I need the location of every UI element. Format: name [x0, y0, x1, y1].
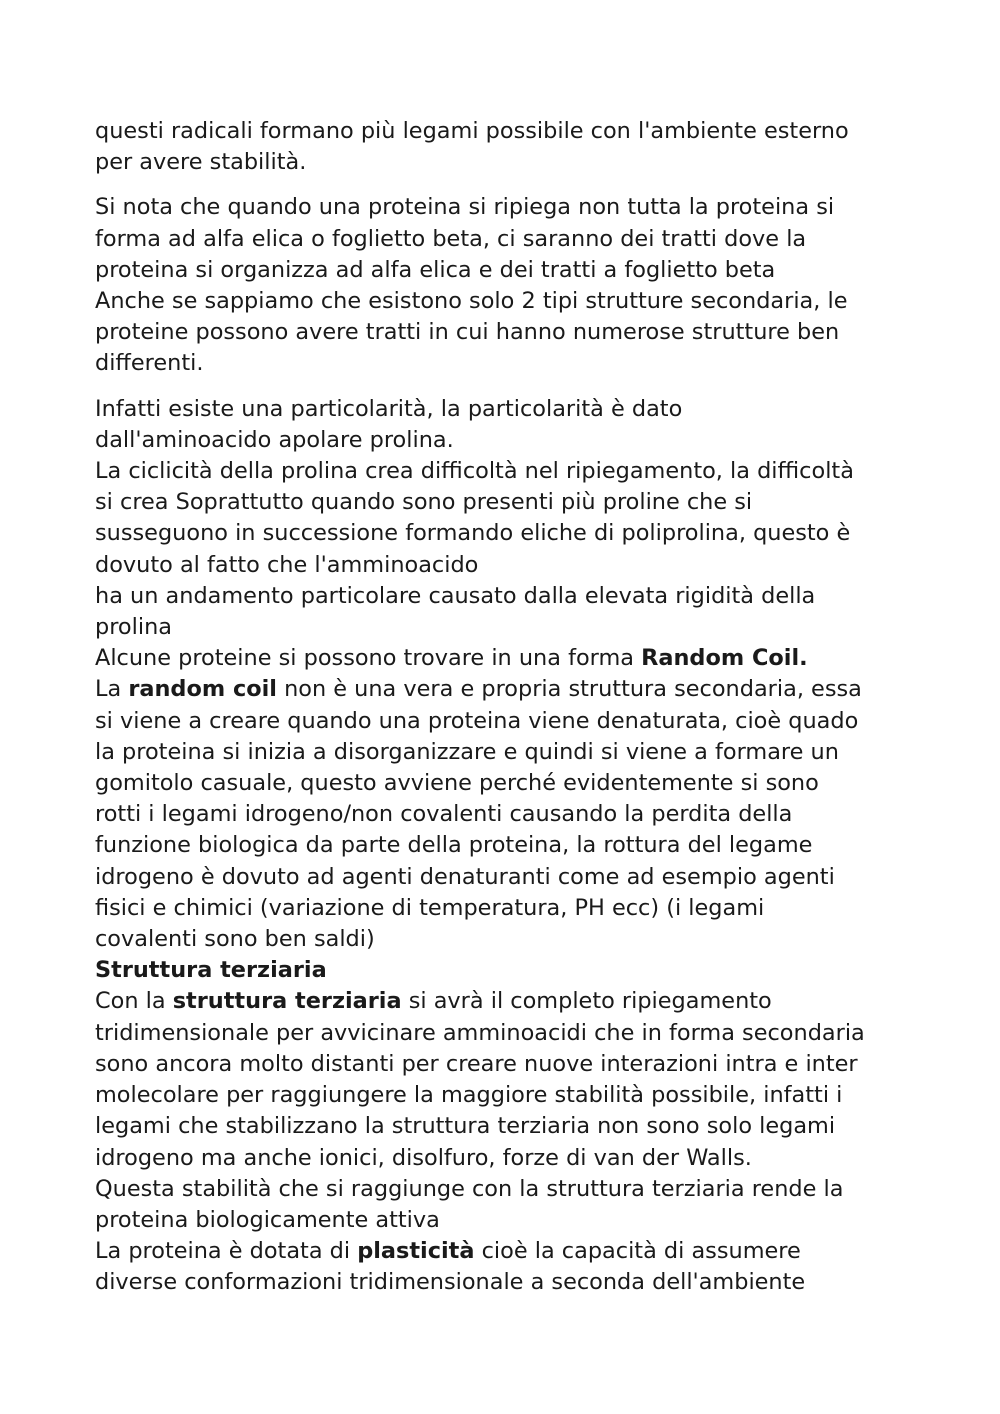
bold-term-struttura-terziaria: struttura terziaria	[172, 988, 402, 1015]
paragraph-1	[95, 116, 925, 178]
text-line: per avere stabilità.	[95, 149, 307, 176]
text-line: Si nota che quando una proteina si ripiega non tutta la proteina si	[95, 194, 835, 221]
text-line: susseguono in successione formando eliche di poliprolina, questo è	[95, 520, 851, 547]
text-line: dall'aminoacido apolare prolina.	[95, 426, 454, 453]
text-line: La ciclicità della prolina crea difficoltà nel ripiegamento, la difficoltà	[95, 458, 854, 485]
text-line: proteine possono avere tratti in cui hanno numerose strutture ben	[95, 319, 840, 346]
text-line: questi radicali formano più legami possibile con l'ambiente esterno	[95, 118, 849, 144]
text-line: si crea Soprattutto quando sono presenti più proline che si	[95, 489, 753, 516]
text-line: tridimensionale per avvicinare amminoacidi che in forma secondaria	[95, 1019, 865, 1046]
text-line: sono ancora molto distanti per creare nuove interazioni intra e inter	[95, 1050, 858, 1077]
bold-term-random-coil-lower: random coil	[128, 676, 277, 703]
text-line: diverse conformazioni tridimensionale a seconda dell'ambiente	[95, 1269, 806, 1296]
text-run: cioè la capacità di assumere	[474, 1238, 801, 1265]
paragraph-2	[95, 192, 925, 379]
text-line: forma ad alfa elica o foglietto beta, ci saranno dei tratti dove la	[95, 225, 807, 252]
text-run: non è una vera e propria struttura secondaria, essa	[276, 676, 862, 703]
text-line: Anche se sappiamo che esistono solo 2 tipi strutture secondaria, le	[95, 288, 848, 315]
terziaria-intro-line	[95, 986, 925, 1017]
text-run: Con la	[95, 988, 173, 1015]
text-line: legami che stabilizzano la struttura terziaria non sono solo legami	[95, 1113, 836, 1140]
plasticita-line	[95, 1236, 925, 1267]
bold-term-plasticita: plasticità	[357, 1238, 475, 1265]
bold-term-random-coil: Random Coil.	[641, 645, 808, 672]
text-line: idrogeno è dovuto ad agenti denaturanti come ad esempio agenti	[95, 863, 835, 890]
text-run: si avrà il completo ripiegamento	[401, 988, 772, 1015]
text-line: dovuto al fatto che l'amminoacido	[95, 551, 479, 578]
text-line: si viene a creare quando una proteina viene denaturata, cioè quado	[95, 707, 859, 734]
text-line: differenti.	[95, 350, 204, 377]
text-line: prolina	[95, 614, 172, 641]
text-line: proteina biologicamente attiva	[95, 1206, 440, 1233]
paragraph-3	[95, 394, 925, 1299]
text-line: fisici e chimici (variazione di temperatura, PH ecc) (i legami	[95, 894, 765, 921]
text-line: ha un andamento particolare causato dalla elevata rigidità della	[95, 582, 816, 609]
text-line: molecolare per raggiungere la maggiore stabilità possibile, infatti i	[95, 1082, 843, 1109]
text-line: covalenti sono ben saldi)	[95, 926, 375, 953]
text-line: rotti i legami idrogeno/non covalenti causando la perdita della	[95, 801, 793, 828]
text-line: la proteina si inizia a disorganizzare e quindi si viene a formare un	[95, 738, 839, 765]
text-line: proteina si organizza ad alfa elica e dei tratti a foglietto beta	[95, 256, 776, 283]
document-page	[95, 116, 925, 1299]
text-line: Questa stabilità che si raggiunge con la struttura terziaria rende la	[95, 1175, 844, 1202]
text-run: La	[95, 676, 129, 703]
text-line: funzione biologica da parte della proteina, la rottura del legame	[95, 832, 813, 859]
text-line: idrogeno ma anche ionici, disolfuro, forze di van der Walls.	[95, 1144, 752, 1171]
random-coil-definition-line	[95, 674, 925, 705]
text-run: La proteina è dotata di	[95, 1238, 358, 1265]
random-coil-intro-line	[95, 643, 925, 674]
text-run: Alcune proteine si possono trovare in una forma	[95, 645, 642, 672]
text-line: Infatti esiste una particolarità, la particolarità è dato	[95, 395, 683, 422]
section-heading-struttura-terziaria: Struttura terziaria	[95, 957, 327, 984]
text-line: gomitolo casuale, questo avviene perché evidentemente si sono	[95, 770, 819, 797]
